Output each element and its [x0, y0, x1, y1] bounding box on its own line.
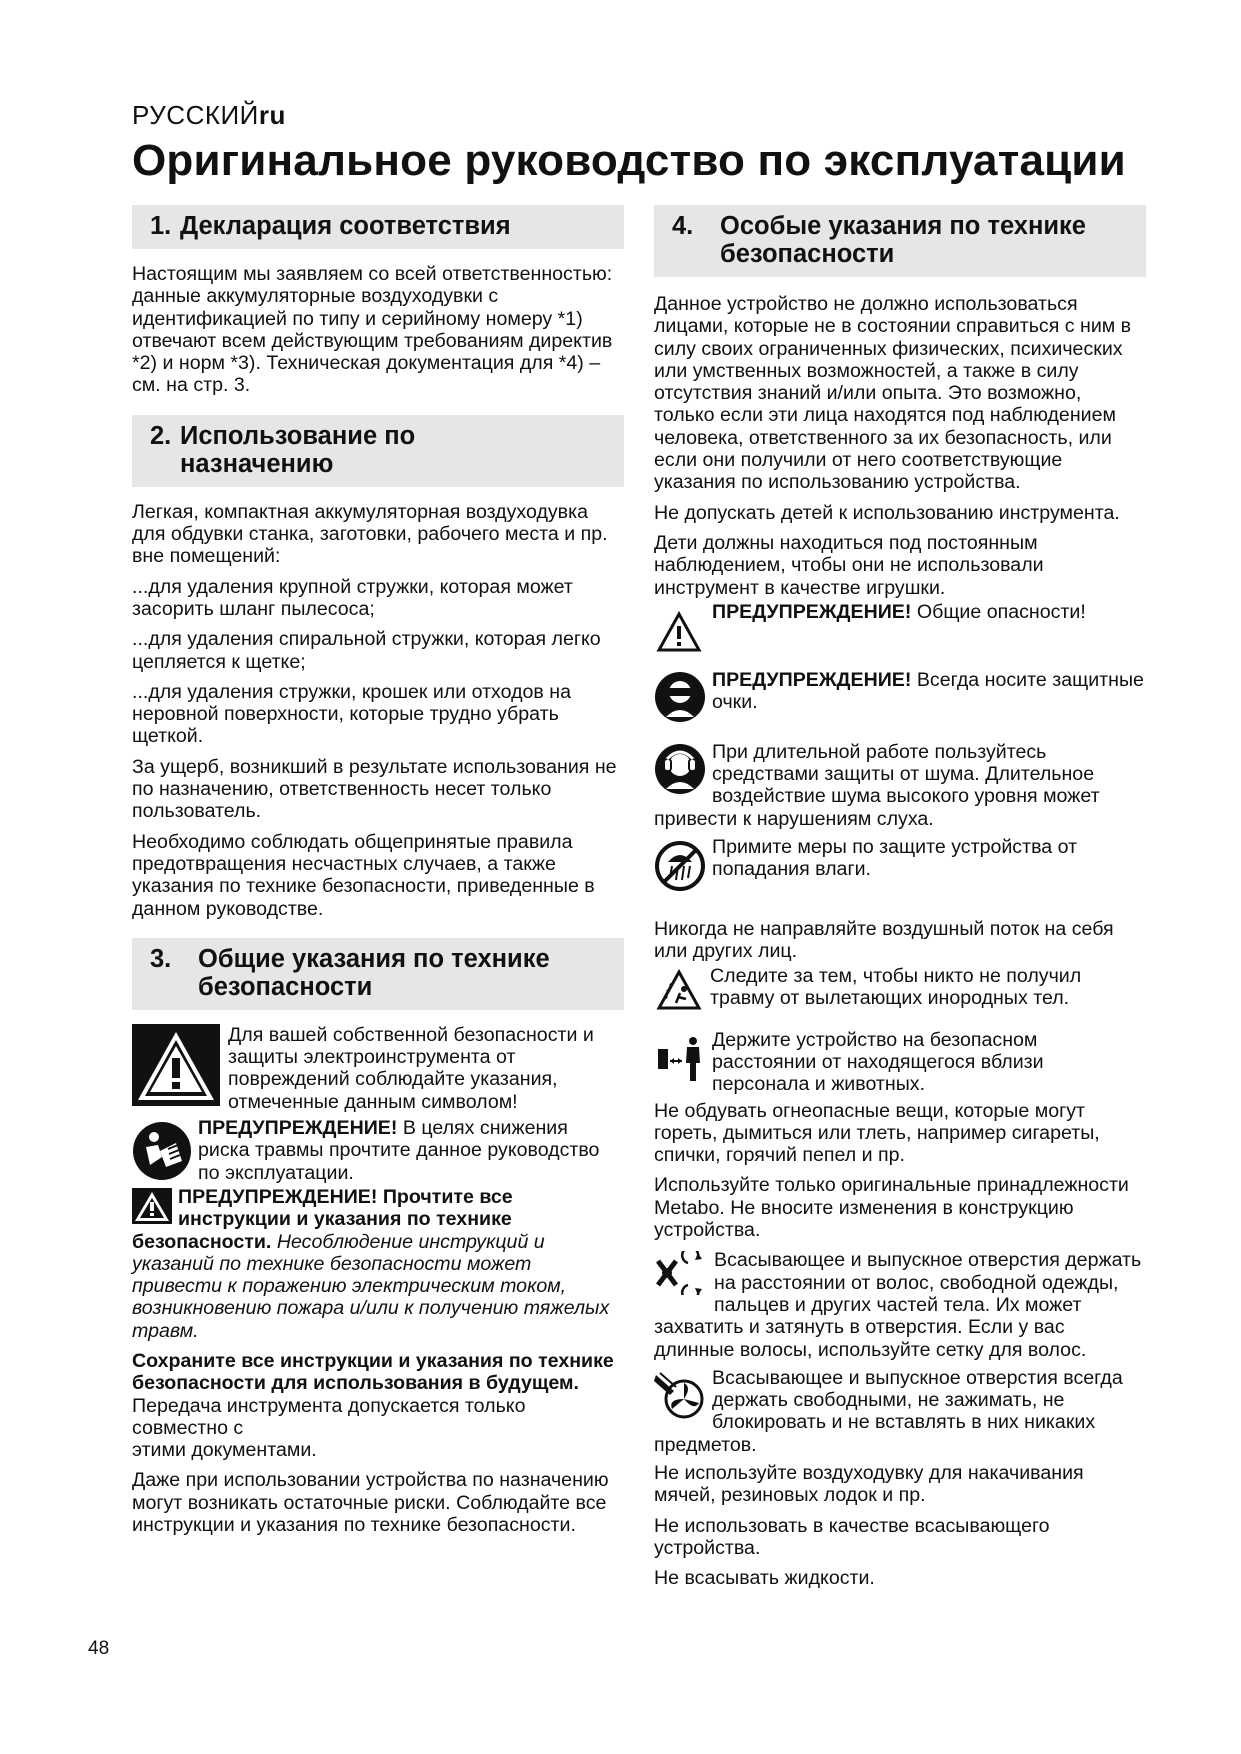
read-manual-icon [132, 1121, 192, 1181]
declaration-text: Настоящим мы заявляем со всей ответственностью: данные аккумуляторные воздуходувки с идентификацией по типу и серийному номеру *1) отвечают всем действующим требованиям директив *2) и норм *3). Техническая документация для *4) – см. на стр. 3. [132, 263, 613, 397]
section-2-heading: 2. Использование по назначению [132, 415, 624, 487]
fan-hand-icon [654, 1369, 706, 1421]
keep-openings-free-note: Всасывающее и выпускное отверстия всегда держать свободными, не зажимать, не блокировать и не вставлять в них никаких предметов. [654, 1366, 1123, 1456]
inflating-note: Не используйте воздуходувку для накачивания мячей, резиновых лодок и пр. [654, 1461, 1084, 1507]
right-column [654, 205, 1146, 1597]
hearing-protection-note: При длительной работе пользуйтесь средствами защиты от шума. Длительное воздействие шума высокого уровня может привести к нарушениям слуха. [654, 740, 1100, 830]
intended-use-item: ...для удаления крупной стружки, которая может засорить шланг пылесоса; [132, 575, 573, 620]
intended-use-item: ...для удаления стружки, крошек или отходов на неровной поверхности, которые трудно убрать щеткой. [132, 680, 572, 748]
restricted-persons: Данное устройство не должно использоваться лицами, которые не в состоянии справиться с ним в силу своих ограниченных физических, психических или умственных возможностей, а также в силу отсутствия знаний и/или опыта. Это возможно, только если эти лица находятся под наблюдением человека, ответственного за их безопасность, или если они получили от него соответствующие указания по использованию устройства. [654, 293, 1132, 494]
warning-triangle-icon [132, 1024, 220, 1106]
language-label: РУССКИЙru [132, 100, 286, 130]
transfer-note: Передача инструмента допускается только совместно с [132, 1394, 526, 1439]
keep-distance-icon [656, 1035, 704, 1083]
safe-distance-note: Держите устройство на безопасном расстоянии от находящегося вблизи персонала и животных. [654, 1029, 1146, 1096]
general-hazard-warning: ПРЕДУПРЕЖДЕНИЕ! Общие опасности! [654, 601, 1146, 669]
page-number: 48 [88, 1638, 110, 1659]
intended-use-text: Легкая, компактная аккумуляторная воздуходувка для обдувки станка, заготовки, рабочего места и пр. вне помещений: [132, 500, 608, 568]
accident-prevention-text: Необходимо соблюдать общепринятые правила предотвращения несчастных случаев, а также указания по технике безопасности, приведенные в данном руководстве. [132, 830, 595, 920]
flammable-note: Не обдувать огнеопасные вещи, которые могут гореть, дымиться или тлеть, например сигареты, спички, горячий пепел и пр. [654, 1099, 1100, 1167]
safety-symbol-note: Для вашей собственной безопасности и защиты электроинструмента от повреждений соблюдайте указания, отмеченные данным символом! [132, 1024, 624, 1113]
residual-risks: Даже при использовании устройства по назначению могут возникать остаточные риски. Соблюдайте все инструкции и указания по технике безопасности. [132, 1469, 609, 1537]
flying-objects-note: Следите за тем, чтобы никто не получил травму от вылетающих инородных тел. [654, 965, 1146, 1029]
no-rain-icon [654, 840, 706, 892]
page-title: Оригинальное руководство по эксплуатации [132, 136, 1126, 185]
suction-note: Не использовать в качестве всасывающего устройства. [654, 1514, 1050, 1559]
liquids-note: Не всасывать жидкости. [654, 1567, 875, 1590]
read-instructions-warning: ПРЕДУПРЕЖДЕНИЕ! Прочтите все инструкции и указания по технике безопасности. Несоблюдение инструкций и указаний по технике безопасности может привести к поражению электрическим током, возникновению пожара и/или к получению тяжелых травм. [132, 1185, 610, 1342]
section-3-heading: 3. Общие указания по технике безопасности [132, 938, 624, 1010]
read-manual-warning: ПРЕДУПРЕЖДЕНИЕ! В целях снижения риска травмы прочтите данное руководство по эксплуатации. [132, 1117, 624, 1184]
keep-instructions: Сохраните все инструкции и указания по технике безопасности для использования в будущем. [132, 1349, 614, 1395]
left-column [132, 205, 624, 1544]
warning-triangle-icon [656, 611, 702, 653]
safety-goggles-icon [654, 671, 706, 723]
ear-protection-icon [654, 743, 706, 795]
section-1-heading: 1. Декларация соответствия [132, 205, 624, 249]
transfer-note-2: этими документами. [132, 1439, 317, 1462]
children-note: Не допускать детей к использованию инструмента. [654, 501, 1120, 524]
original-accessories-note: Используйте только оригинальные принадлежности Metabo. Не вносите изменения в конструкцию устройства. [654, 1174, 1129, 1242]
liability-text: За ущерб, возникший в результате использования не по назначению, ответственность несет только пользователь. [132, 755, 617, 823]
moisture-protection-note: Примите меры по защите устройства от попадания влаги. [654, 836, 1146, 918]
intended-use-item: ...для удаления спиральной стружки, которая легко цепляется к щетке; [132, 628, 601, 673]
hair-clothing-note: Всасывающее и выпускное отверстия держать на расстоянии от волос, свободной одежды, пальцев и других частей тела. Их может захватить и затянуть в отверстия. Если у вас длинные волосы, используйте сетку для волос. [654, 1249, 1142, 1361]
flying-debris-icon [656, 969, 702, 1011]
entanglement-hazard-icon [654, 1251, 708, 1295]
eye-protection-warning: ПРЕДУПРЕЖДЕНИЕ! Всегда носите защитные очки. [654, 669, 1146, 741]
warning-triangle-icon [132, 1188, 172, 1224]
airflow-direction-note: Никогда не направляйте воздушный поток на себя или других лиц. [654, 918, 1114, 963]
section-4-heading: 4. Особые указания по технике безопасности [654, 205, 1146, 277]
children-supervision: Дети должны находиться под постоянным наблюдением, чтобы они не использовали инструмент в качестве игрушки. [654, 531, 1044, 599]
